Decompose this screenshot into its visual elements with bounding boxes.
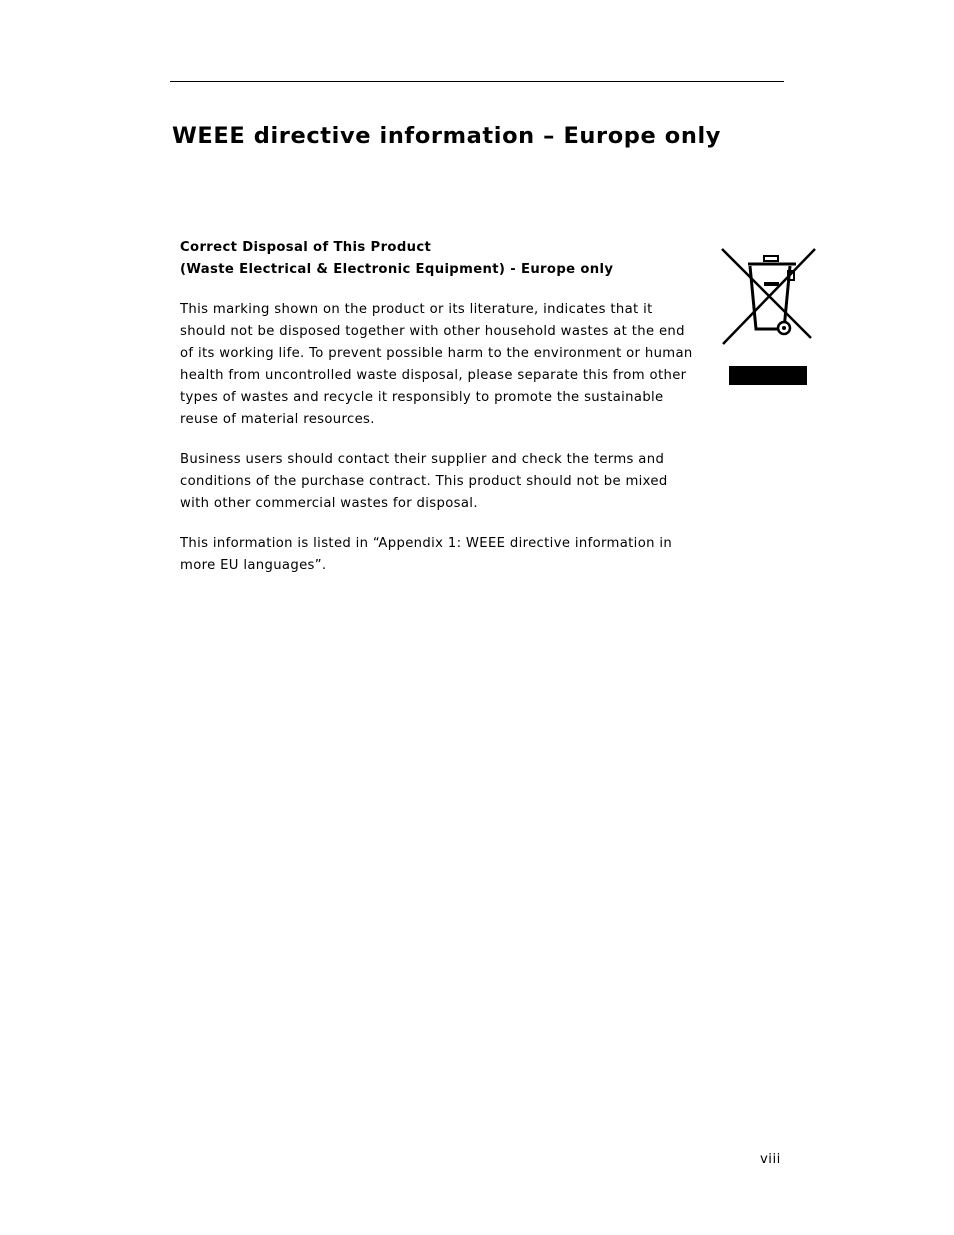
- paragraph-business-users: Business users should contact their supplier and check the terms and conditions of the purchase contract. This product should not be mixed with other commercial wastes for disposal.: [180, 452, 668, 511]
- crossed-out-wheelie-bin-icon: [710, 233, 832, 393]
- page-number: viii: [760, 1152, 781, 1167]
- section-heading-line-2: (Waste Electrical & Electronic Equipment) - Europe only: [180, 262, 614, 277]
- section-heading-line-1: Correct Disposal of This Product: [180, 240, 432, 255]
- paragraph-appendix-reference: This information is listed in “Appendix 1: WEEE directive information in more EU languages”.: [180, 536, 673, 573]
- weee-section: [180, 237, 700, 577]
- section-heading: [180, 237, 700, 281]
- top-rule: [170, 81, 784, 82]
- page-title: WEEE directive information – Europe only: [172, 123, 722, 149]
- paragraph-marking-explanation: This marking shown on the product or its literature, indicates that it should not be disposed together with other household wastes at the end of its working life. To prevent possible harm to the environment or human health from uncontrolled waste disposal, please separate this from other types of wastes and recycle it responsibly to promote the sustainable reuse of material resources.: [180, 302, 693, 427]
